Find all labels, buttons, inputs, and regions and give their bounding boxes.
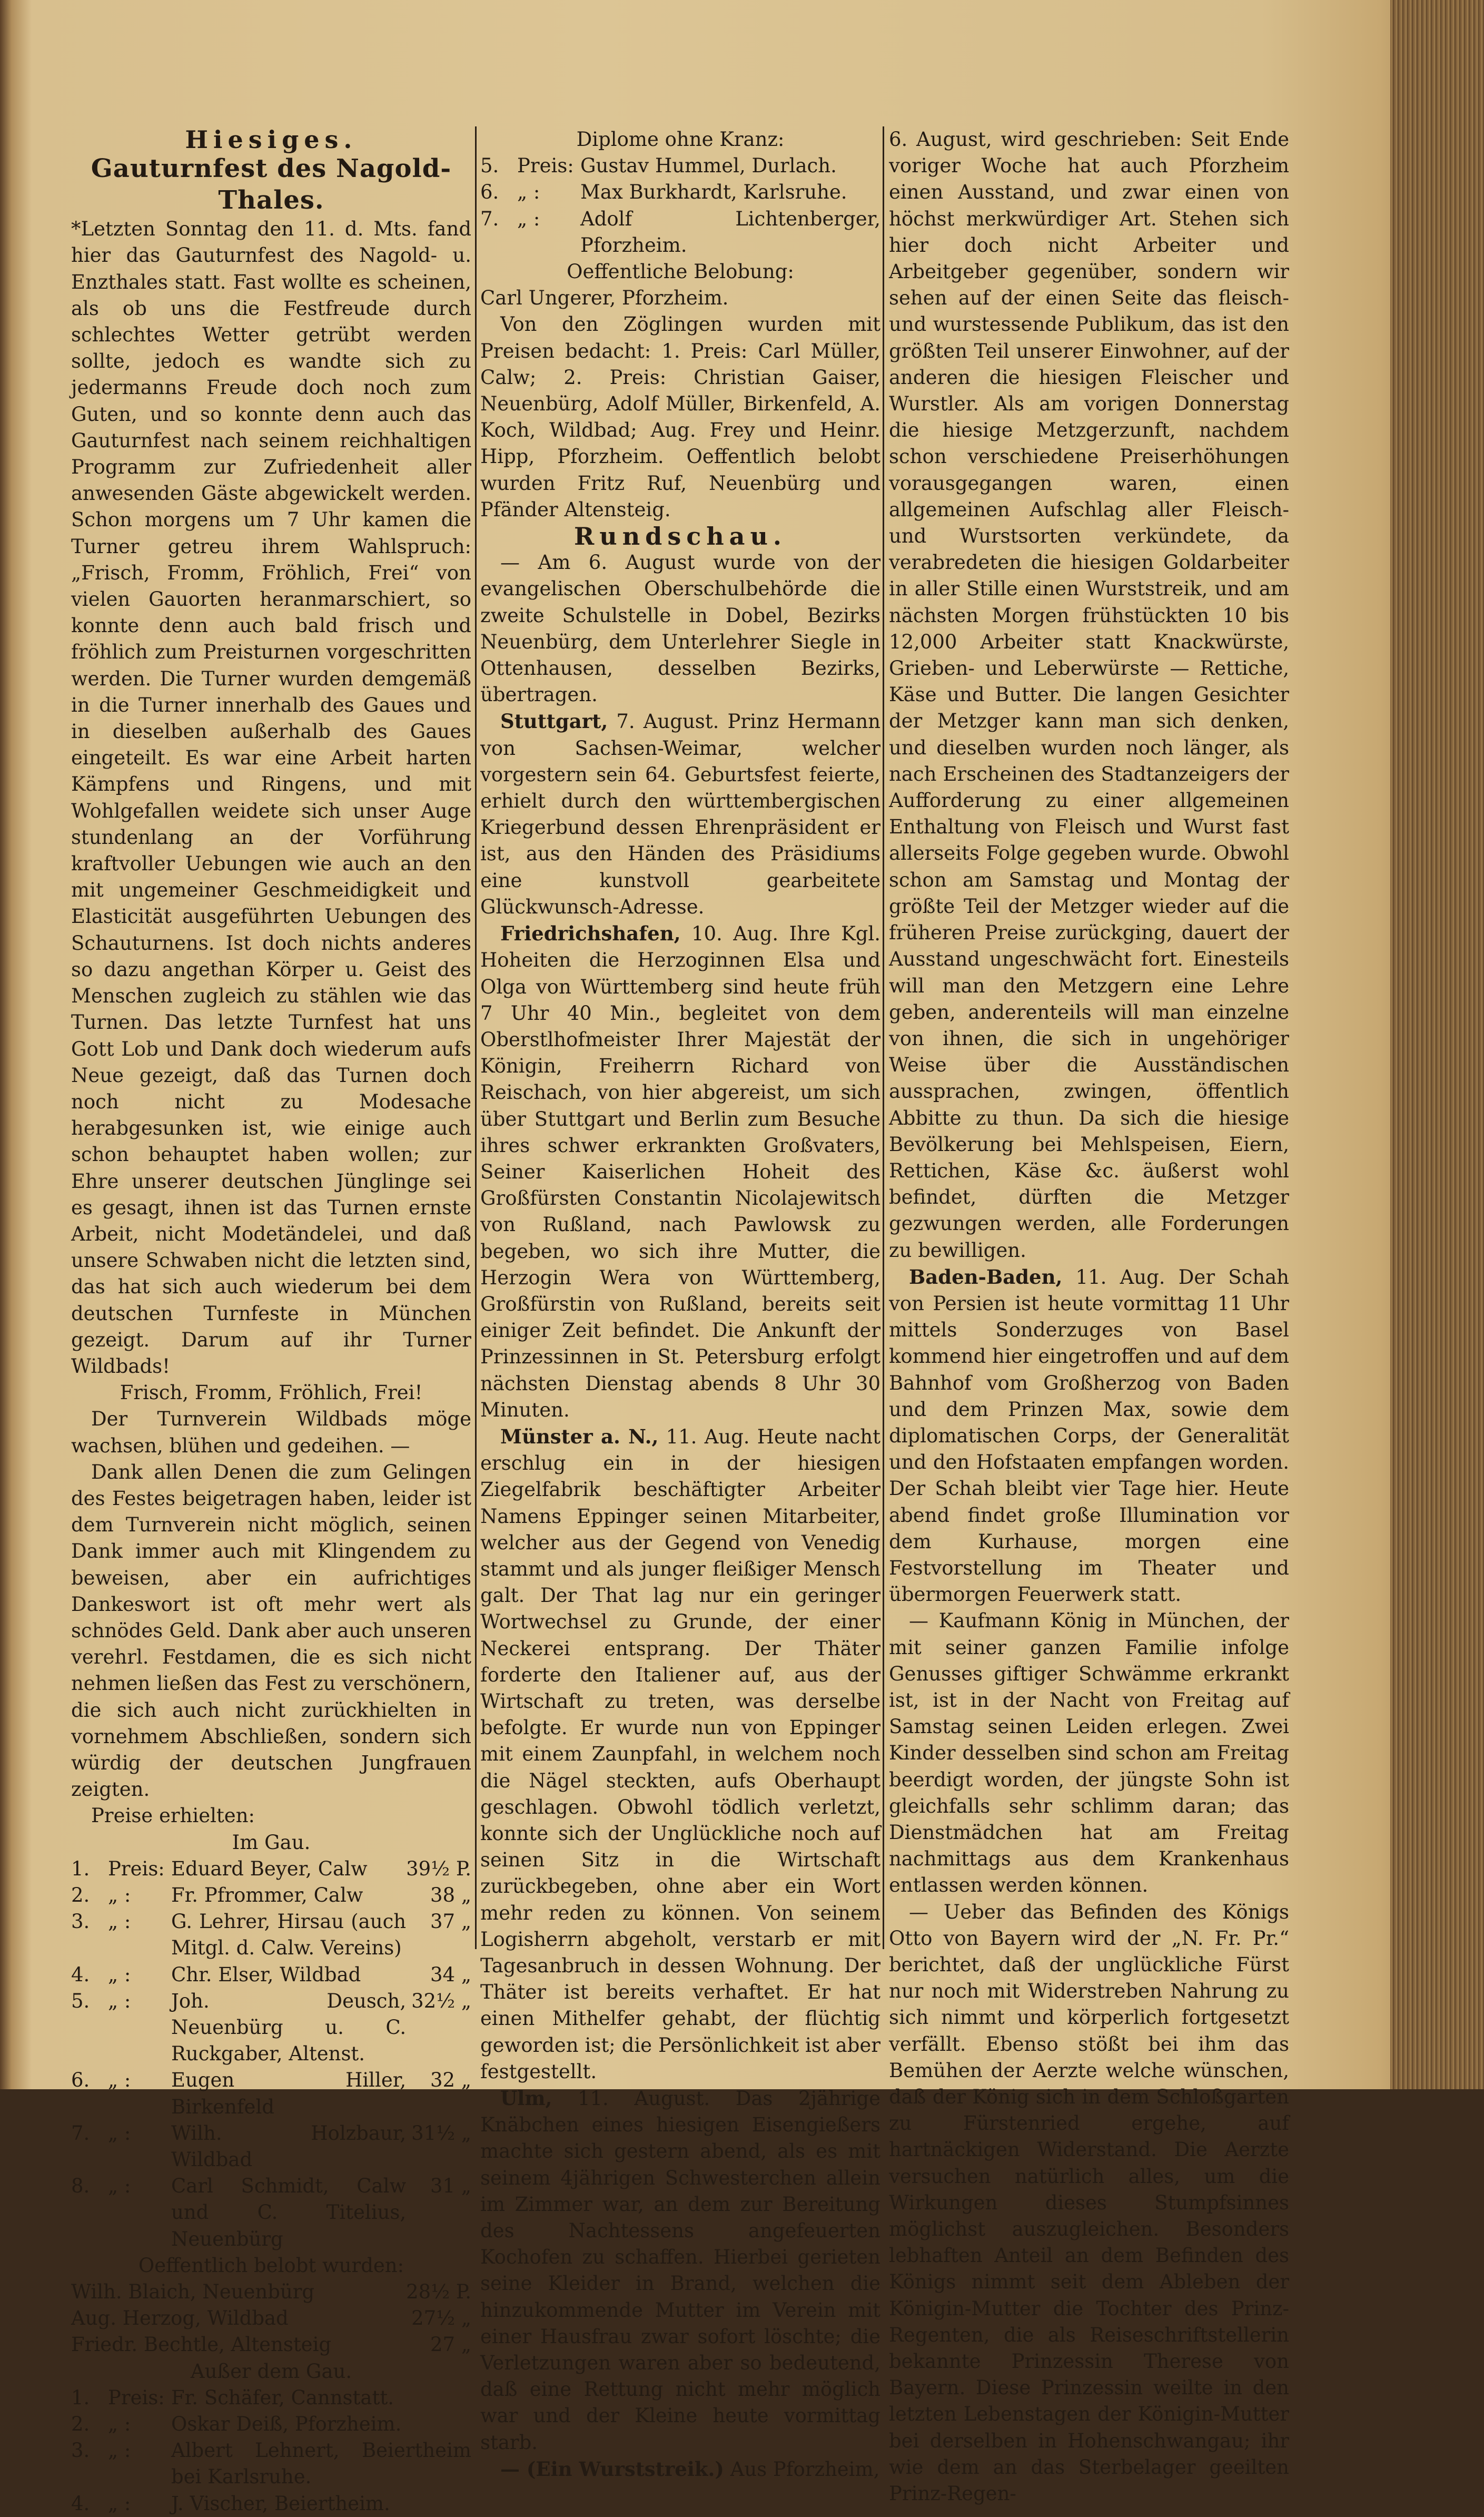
prize-label: Preis: [517, 154, 574, 178]
news-text: 11. Aug. Der Schah von Persien ist heute vormittag 11 Uhr mittels Sonderzuges von Basel kommend hier eingetroffen und auf dem Bahnhof vom Großherzog von Baden und dem Prinzen Max, sowie dem diplomatischen Corps, der Generalität und den Hofstaaten empfangen worden. Der Schah bleibt vier Tage hier. Heute abend findet große Illumination vor dem Kurhause, morgen eine Festvorstellung im Theater und übermorgen Feuerwerk statt. [889, 1265, 1289, 1606]
subheading: Außer dem Gau. [190, 2359, 352, 2383]
column-right [889, 126, 1289, 2507]
table-row [480, 206, 880, 259]
table-row [71, 1988, 471, 2068]
rank: 4. [71, 2492, 90, 2515]
winner: Max Burkhardt, Karlsruhe. [580, 181, 847, 204]
rank: 1. [71, 2386, 90, 2409]
article-paragraph: Dank allen Denen die zum Gelingen des Festes beigetragen haben, leider ist dem Turnverein nicht möglich, seinen Dank immer auch mit Klingendem zu beweisen, aber ein aufrichtiges Dankeswort ist oft mehr wert als schnödes Geld. Dank aber auch unseren verehrl. Festdamen, die es sich nicht nehmen ließen das Fest zu verschönern, die sich auch nicht zurückhielten in vornehmem Abschließen, sondern sich würdig der deutschen Jungfrauen zeigten. [71, 1460, 471, 1801]
table-row [71, 1856, 471, 1882]
table-row [71, 2279, 471, 2305]
news-text: 10. Aug. Ihre Kgl. Hoheiten die Herzoginnen Elsa und Olga von Württemberg sind heute früh 7 Uhr 40 Min., begleitet von dem Oberstlhofmeister Ihrer Majestät der Königin, Freiherrn Richard von Reischach, von hier abgereist, um sich über Stuttgart und Berlin zum Besuche ihres schwer erkrankten Großvaters, Seiner Kaiserlichen Hoheit des Großfürsten Constantin Nicolajewitsch von Rußland, nach Pawlowsk zu begeben, wo sich ihre Mutter, die Herzogin Wera von Württemberg, Großfürstin von Rußland, bereits seit einiger Zeit befindet. Die Ankunft der Prinzessinnen in St. Petersburg erfolgt nächsten Dienstag abends 8 Uhr 30 Minuten. [480, 922, 880, 1421]
dateline: — (Ein Wurststreik.) [500, 2457, 724, 2481]
news-item: — Am 6. August wurde von der evangelischen Oberschulbehörde die zweite Schulstelle in Dobel, Bezirks Neuenbürg, dem Unterlehrer Siegle in Ottenhausen, desselben Bezirks, übertragen. [480, 551, 880, 706]
winner: Adolf Lichtenberger, Pforzheim. [580, 207, 880, 257]
prize-label: „ : [108, 1910, 131, 1933]
prizes-heading: Preise erhielten: [91, 1804, 255, 1827]
news-item [480, 2456, 880, 2483]
points: 31½ „ [411, 2121, 471, 2145]
news-item [889, 1264, 1289, 1608]
prize-label: „ : [108, 1963, 131, 1986]
news-item [480, 708, 880, 920]
praise-name: Carl Ungerer, Pforzheim. [480, 287, 729, 310]
winner: Carl Schmidt, Calw und C. Titelius, Neuenbürg [171, 2175, 407, 2250]
points: 38 „ [430, 1884, 471, 1906]
column-left [71, 126, 471, 2517]
news-item [480, 2085, 880, 2456]
outside-prize-table [71, 2385, 471, 2517]
subheading: Oeffentlich belobt wurden: [138, 2254, 404, 2277]
table-row [480, 179, 880, 205]
rank: 8. [71, 2175, 90, 2198]
points: 32½ „ [411, 1989, 471, 2012]
rank: 4. [71, 1963, 90, 1986]
points: 32 „ [430, 2069, 471, 2092]
winner: Albert Lehnert, Beiertheim bei Karlsruhe. [171, 2439, 471, 2489]
winner: J. Vischer, Beiertheim. [171, 2492, 390, 2515]
rank: 6. [480, 181, 499, 204]
dateline: Baden-Baden, [909, 1265, 1063, 1289]
news-item [480, 1423, 880, 2085]
column-middle [480, 126, 880, 2483]
section-heading: Rundschau. [574, 522, 787, 551]
article-title: Gauturnfest des Nagold-Thales. [91, 154, 452, 215]
subheading: Oeffentliche Belobung: [567, 260, 794, 283]
dateline: Friedrichshafen, [500, 922, 681, 946]
table-row [71, 2437, 471, 2490]
table-row [71, 1962, 471, 1988]
prize-label: „ : [108, 2439, 131, 2462]
news-item: 6. August, wird geschrieben: Seit Ende voriger Woche hat auch Pforzheim einen Ausstand, und zwar einen von höchst merkwürdiger Art. Stehen sich hier doch nicht Arbeiter und Arbeitgeber gegenüber, sondern wir sehen auf der einen Seite das fleisch- und wurstessende Publikum, das ist den größten Teil unserer Einwohner, auf der anderen die hiesigen Fleischer und Wurstler. Als am vorigen Donnerstag die hiesige Metzgerzunft, nachdem schon verschiedene Preiserhöhungen vorausgegangen waren, einen allgemeinen Aufschlag aller Fleisch- und Wurstsorten verkündete, da verabredeten die hiesigen Goldarbeiter in aller Stille einen Wurststreik, und am nächsten Morgen frühstückten 10 bis 12,000 Arbeiter statt Knackwürste, Grieben- und Leberwürste — Rettiche, Käse und Butter. Die langen Gesichter der Metzger kann man sich denken, und dieselben wurden noch länger, als nach Erscheinen des Stadtanzeigers der Aufforderung zu einer allgemeinen Enthaltung von Fleisch und Wurst fast allerseits Folge gegeben wurde. Obwohl schon am Samstag und Montag der größte Teil der Metzger wieder auf die früheren Preise zurückging, dauert der Ausstand ungeschwächt fort. Einesteils will man den Metzgern eine Lehre geben, anderenteils will man einzelne von ihnen, die sich in ungehöriger Weise über die Ausständischen aussprachen, zwingen, öffentlich Abbitte zu thun. Da sich die hiesige Bevölkerung bei Mehlspeisen, Eiern, Rettichen, Käse &c. äußerst wohl befindet, dürften die Metzger gezwungen werden, alle Forderungen zu bewilligen. [889, 128, 1289, 1262]
news-text: 11. Aug. Heute nacht erschlug ein in der hiesigen Ziegelfabrik beschäftigter Arbeiter Namens Eppinger seinen Mitarbeiter, welcher aus der Gegend von Venedig stammt und als junger fleißiger Mensch galt. Der That lag nur ein geringer Wortwechsel zu Grunde, der einer Neckerei entsprang. Der Thäter forderte den Italiener auf, aus der Wirtschaft zu treten, was derselbe befolgte. Er wurde nun von Eppinger mit einem Zaunpfahl, in welchem noch die Nägel steckten, aufs Oberhaupt geschlagen. Obwohl tödlich verletzt, konnte sich der Unglückliche noch auf seinen Sitz in die Wirtschaft zurückbegeben, ohne aber ein Wort mehr reden zu können. Von seinem Logisherrn abgeholt, verstarb er mit Tagesanbruch in dessen Wohnung. Der Thäter ist bereits verhaftet. Er hat einen Mithelfer gehabt, der flüchtig geworden ist; die Persönlichkeit ist aber festgestellt. [480, 1425, 880, 2083]
points: 37 „ [430, 1910, 471, 1933]
dateline: Stuttgart, [500, 710, 608, 733]
subheading: Diplome ohne Kranz: [576, 128, 785, 151]
winner: Eduard Beyer, Calw [171, 1857, 368, 1880]
prize-label: „ : [108, 2492, 131, 2515]
table-row [71, 2332, 471, 2358]
prize-label: „ : [108, 1884, 131, 1906]
rank: 7. [480, 207, 499, 230]
winner: Fr. Pfrommer, Calw [171, 1884, 363, 1906]
praised-name: Aug. Herzog, Wildbad [71, 2307, 289, 2330]
praised-name: Friedr. Bechtle, Altensteig [71, 2333, 332, 2356]
prize-label: Preis: [108, 1857, 165, 1880]
rank: 6. [71, 2069, 90, 2092]
rank: 5. [71, 1989, 90, 2012]
rank: 7. [71, 2121, 90, 2145]
praise-table [71, 2279, 471, 2358]
winner: Wilh. Holzbaur, Wildbad [171, 2121, 407, 2171]
prize-label: „ : [108, 2069, 131, 2092]
points: 28½ P. [406, 2280, 471, 2304]
prize-label: „ : [108, 2175, 131, 2198]
news-item: — Ueber das Befinden des Königs Otto von Bayern wird der „N. Fr. Pr.“ berichtet, daß der unglückliche Fürst nur noch mit Widerstreben Nahrung zu sich nimmt und körperlich fortgesetzt verfällt. Ebenso stößt bei ihm das Bemühen der Aerzte welche wünschen, daß der König sich in dem Schloßgarten zu Fürstenried ergehe, auf hartnäckigen Widerstand. Die Aerzte versuchen natürlich alles, um die Wirkungen dieses Stumpfsinnes möglichst auszugleichen. Besonders lebhaften Anteil an dem Befinden des Königs nimmt seit dem Ableben der Königin-Mutter die Tochter des Prinz-Regenten, die als Reiseschriftstellerin bekannte Prinzessin Therese von Bayern. Diese Prinzessin weilte in den letzten Lebenstagen der Königin-Mutter bei derselben in Hohenschwangau; ihr wie dem an das Sterbelager geeilten Prinz-Regen- [889, 1900, 1289, 2505]
prize-label: „ : [108, 2121, 131, 2145]
winner: Fr. Schäfer, Cannstatt. [171, 2386, 394, 2409]
news-item [480, 920, 880, 1423]
prize-label: Preis: [108, 2386, 165, 2409]
table-row [71, 2491, 471, 2517]
rank: 3. [71, 1910, 90, 1933]
prize-label: „ : [517, 207, 540, 230]
winner: Joh. Deusch, Neuenbürg u. C. Ruckgaber, Altenst. [171, 1989, 407, 2066]
points: 31 „ [430, 2175, 471, 2198]
points: 34 „ [430, 1963, 471, 1986]
section-heading: Hiesiges. [185, 125, 358, 154]
motto-line: Frisch, Fromm, Fröhlich, Frei! [120, 1381, 423, 1404]
prize-label: „ : [517, 181, 540, 204]
news-text: Aus Pforzheim, [730, 2457, 880, 2481]
rank: 1. [71, 1857, 90, 1880]
table-row [71, 2067, 471, 2120]
news-item: — Kaufmann König in München, der mit seiner ganzen Familie infolge Genusses giftiger Schwämme erkrankt ist, ist in der Nacht von Freitag auf Samstag seinen Leiden erlegen. Zwei Kinder desselben sind schon am Freitag beerdigt worden, der jüngste Sohn ist gleichfalls sehr schlimm daran; das Dienstmädchen hat am Freitag nachmittags aus dem Krankenhaus entlassen werden können. [889, 1609, 1289, 1897]
news-text: 11. August. Das 2jährige Knäbchen eines hiesigen Eisengießers machte sich gestern abend, als es mit seinem 4jährigen Schwesterchen allein im Zimmer war, an dem zur Bereitung des Nachtessens angefeuerten Kochofen zu schaffen. Hierbei gerieten seine Kleider in Brand, welchen die hinzukommende Mutter im Verein mit einer Hausfrau zwar sofort löschte; die Verletzungen waren aber so bedeutend, daß eine Rettung nicht mehr möglich war und der Kleine heute vormittag starb. [480, 2087, 880, 2454]
rank: 3. [71, 2439, 90, 2462]
praised-name: Wilh. Blaich, Neuenbürg [71, 2280, 315, 2304]
table-row [71, 2173, 471, 2253]
dateline: Ulm, [500, 2087, 552, 2110]
points: 27½ „ [411, 2307, 471, 2330]
book-page-edge [1390, 0, 1484, 2089]
table-row [480, 153, 880, 179]
winner: Chr. Elser, Wildbad [171, 1963, 361, 1986]
table-row [71, 2411, 471, 2437]
points: 39½ P. [406, 1857, 471, 1880]
table-row [71, 1882, 471, 1909]
prize-label: „ : [108, 2413, 131, 2436]
rank: 2. [71, 1884, 90, 1906]
table-row [71, 1909, 471, 1961]
rank: 2. [71, 2413, 90, 2436]
prize-table [71, 1856, 471, 2253]
table-row [71, 2120, 471, 2173]
news-text: 7. August. Prinz Hermann von Sachsen-Weimar, welcher vorgestern sein 64. Geburtsfest feierte, erhielt durch den württembergischen Kriegerbund dessen Ehrenpräsident er ist, aus den Händen des Präsidiums eine kunstvoll gearbeitete Glückwunsch-Adresse. [480, 710, 880, 918]
winner: Eugen Hiller, Birkenfeld [171, 2069, 407, 2118]
table-row [71, 2305, 471, 2332]
winner: Oskar Deiß, Pforzheim. [171, 2413, 402, 2436]
article-paragraph: *Letzten Sonntag den 11. d. Mts. fand hier das Gauturnfest des Nagold- u. Enzthales statt. Fast wollte es scheinen, als ob uns die Festfreude durch schlechtes Wetter getrübt werden sollte, jedoch es wandte sich zu jedermanns Freude doch noch zum Guten, und so konnte denn auch das Gauturnfest nach seinem reichhaltigen Programm zur Zufriedenheit aller anwesenden Gäste abgewickelt werden. Schon morgens um 7 Uhr kamen die Turner getreu ihrem Wahlspruch: „Frisch, Fromm, Fröhlich, Frei“ von vielen Gauorten heranmarschiert, so konnte denn auch bald frisch und fröhlich zum Preisturnen vorgeschritten werden. Die Turner wurden demgemäß in die Turner innerhalb des Gaues und in dieselben außerhalb des Gaues eingeteilt. Es war eine Arbeit harten Kämpfens und Ringens, und mit Wohlgefallen weidete sich unser Auge stundenlang an der Vorführung kraftvoller Uebungen wie auch an den mit ungemeiner Geschmeidigkeit und Elasticität ausgeführten Uebungen des Schauturnens. Ist doch nichts anderes so dazu angethan Körper u. Geist des Menschen zugleich zu stählen wie das Turnen. Das letzte Turnfest hat uns Gott Lob und Dank doch wiederum aufs Neue gezeigt, daß das Turnen doch noch nicht zu Modesache herabgesunken ist, wie einige auch schon behauptet haben wollen; zur Ehre unserer deutschen Jünglinge sei es gesagt, ihnen ist das Turnen ernste Arbeit, nicht Modetändelei, und daß unsere Schwaben nicht die letzten sind, das hat sich auch wiederum bei dem deutschen Turnfeste in München gezeigt. Darum auf ihr Turner Wildbads! [71, 218, 471, 1378]
column-rule [883, 126, 884, 1949]
article-paragraph: Der Turnverein Wildbads möge wachsen, blühen und gedeihen. — [71, 1408, 471, 1457]
prize-label: „ : [108, 1989, 131, 2012]
winner: Gustav Hummel, Durlach. [580, 154, 837, 178]
subheading: Im Gau. [232, 1831, 311, 1854]
dateline: Münster a. N., [500, 1424, 659, 1448]
rank: 5. [480, 154, 499, 178]
winner: G. Lehrer, Hirsau (auch Mitgl. d. Calw. Vereins) [171, 1910, 407, 1960]
points: 27 „ [430, 2333, 471, 2356]
table-row [71, 2385, 471, 2411]
article-paragraph: Von den Zöglingen wurden mit Preisen bedacht: 1. Preis: Carl Müller, Calw; 2. Preis: Christian Gaiser, Neuenbürg, Adolf Müller, Birkenfeld, A. Koch, Wildbad; Aug. Frey und Heinr. Hipp, Pforzheim. Oeffentlich belobt wurden Fritz Ruf, Neuenbürg und Pfänder Altensteig. [480, 313, 880, 521]
diploma-table [480, 153, 880, 259]
column-rule [475, 126, 477, 1949]
